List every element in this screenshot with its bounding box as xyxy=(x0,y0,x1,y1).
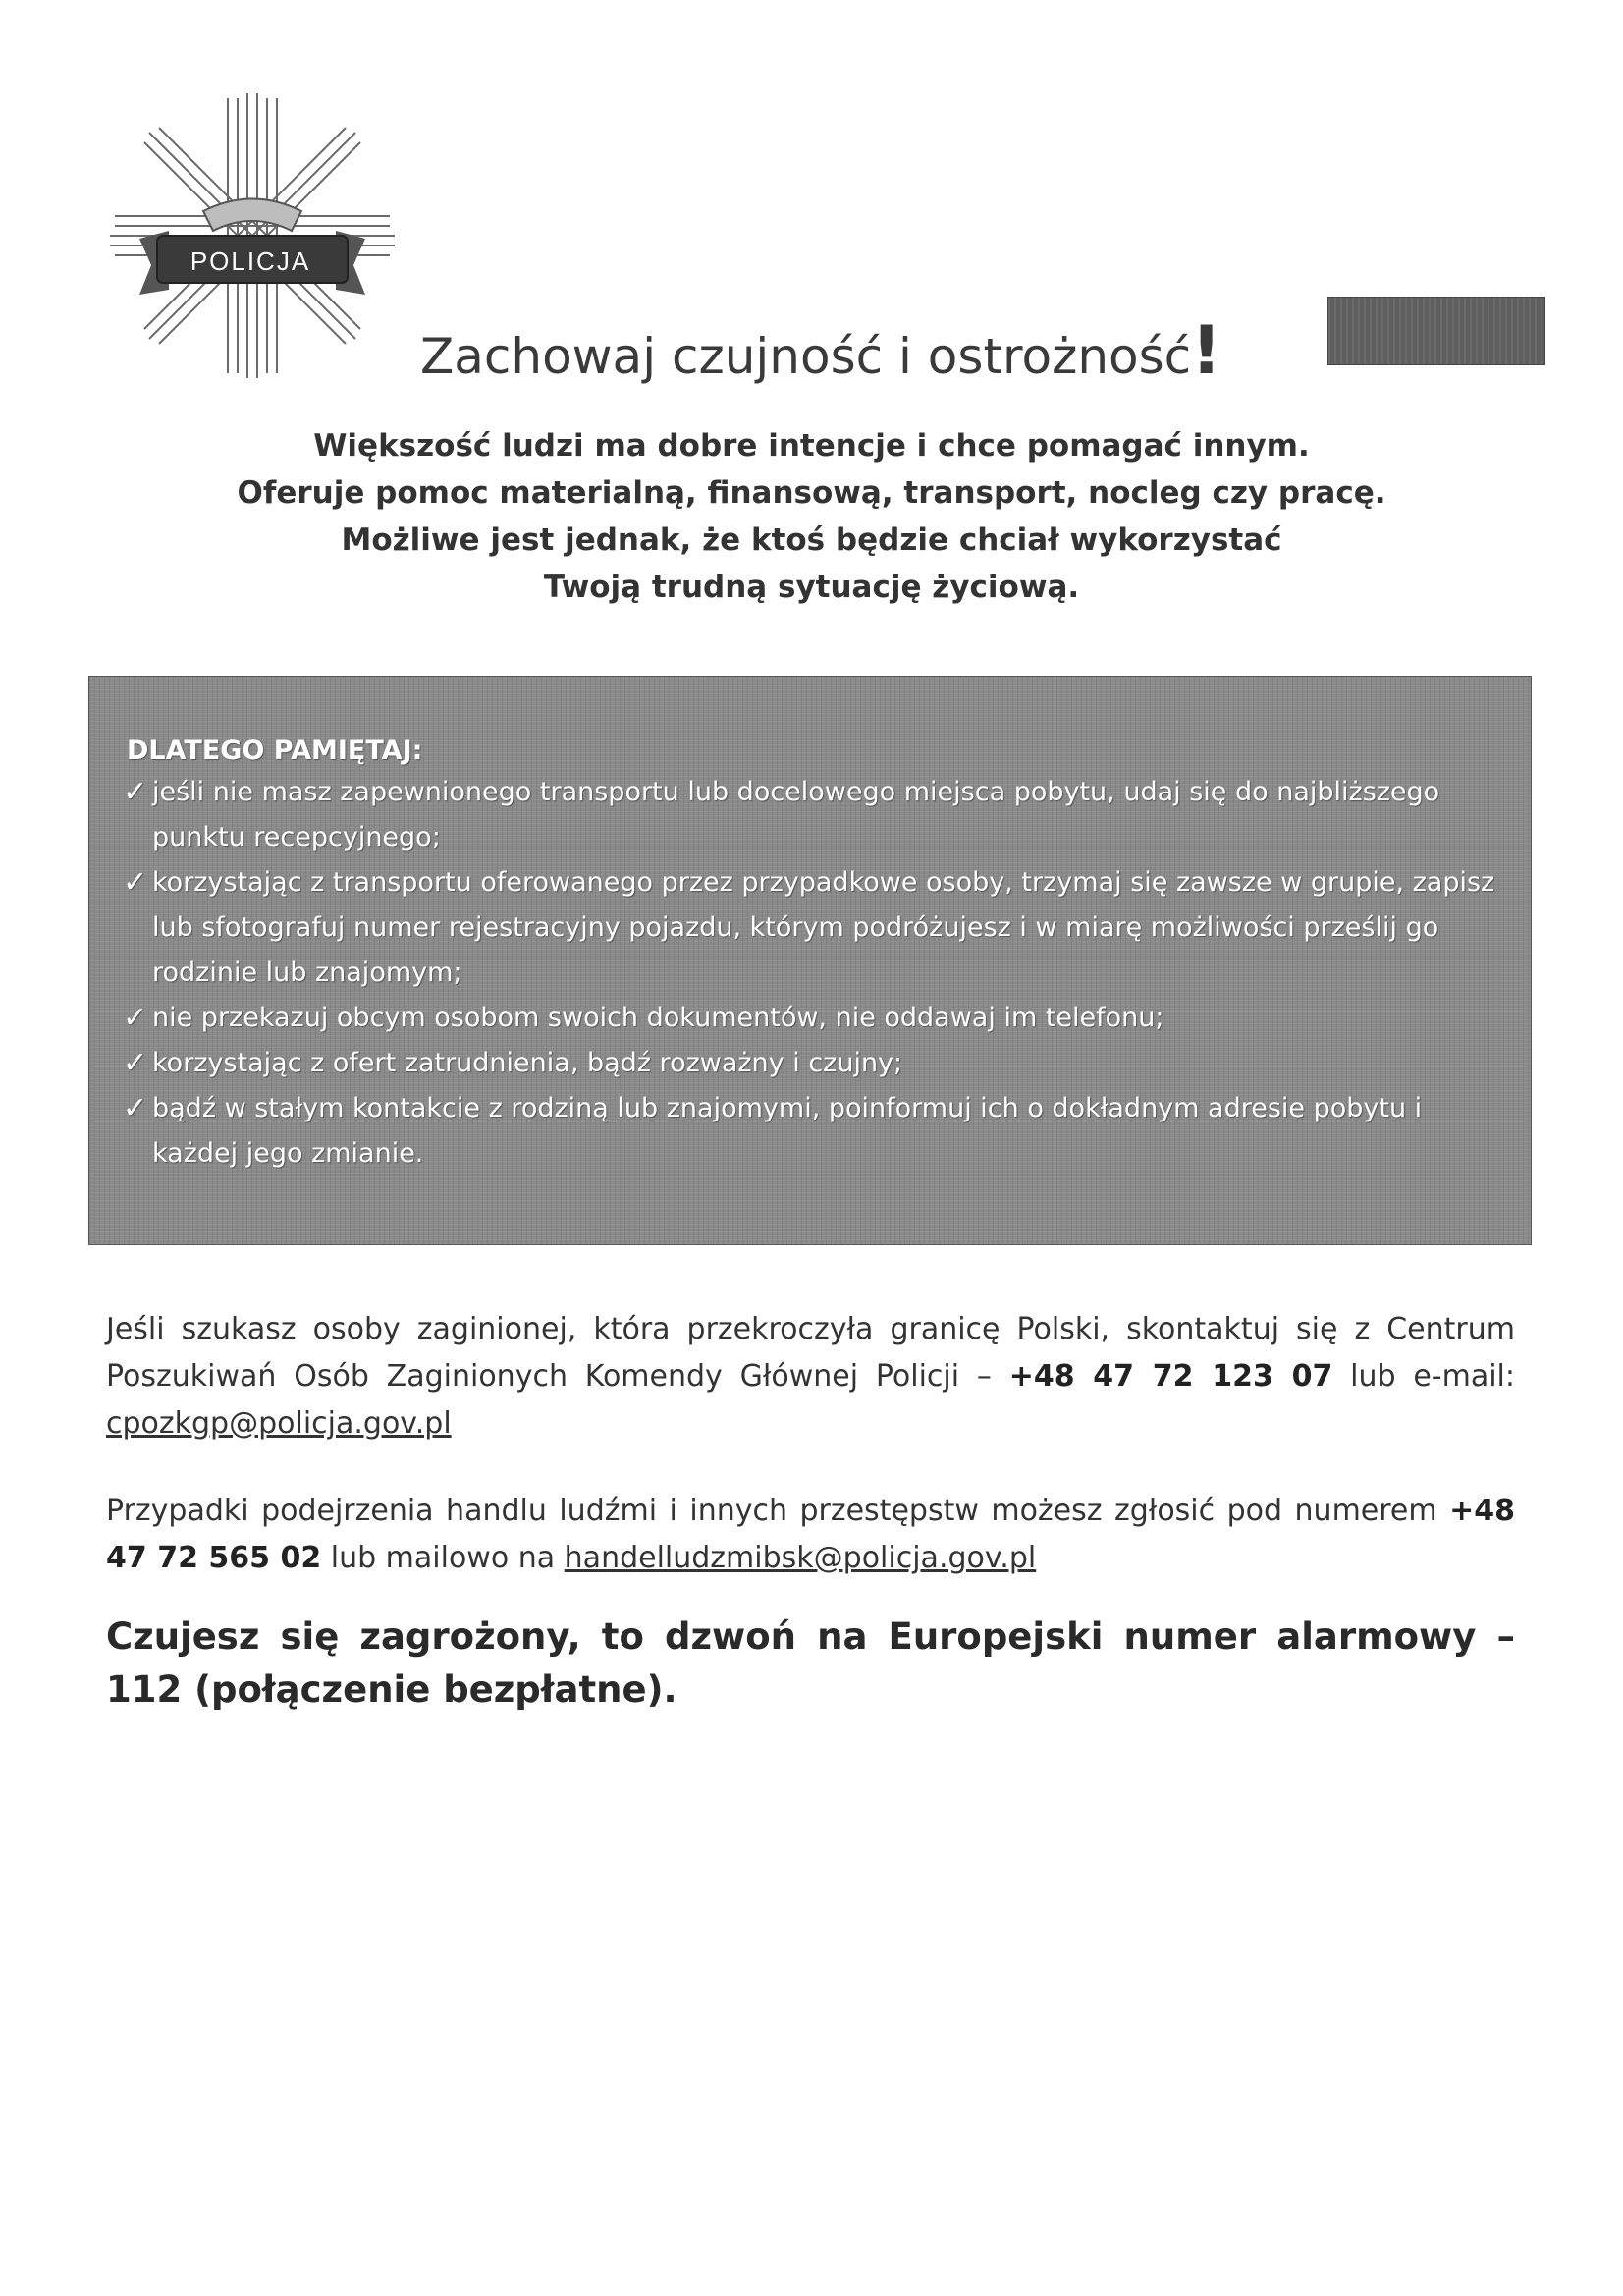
page-title xyxy=(420,312,1304,390)
intro-line: Możliwe jest jednak, że ktoś będzie chciał wykorzystać xyxy=(341,522,1282,558)
headline-exclamation: ! xyxy=(1191,312,1222,390)
missing-persons-paragraph xyxy=(106,1306,1515,1448)
remember-panel xyxy=(88,676,1532,1245)
list-item xyxy=(109,996,1507,1041)
list-item xyxy=(109,1041,1507,1086)
missing-persons-text-middle: lub e-mail: xyxy=(1332,1359,1516,1394)
trafficking-phone[interactable]: +48 47 72 565 02 xyxy=(106,1494,1515,1575)
intro-line: Twoją trudną sytuację życiową. xyxy=(543,570,1080,605)
intro-line: Oferuje pomoc materialną, finansową, transport, nocleg czy pracę. xyxy=(237,475,1386,511)
police-star-logo xyxy=(110,93,395,378)
logo-label: POLICJA xyxy=(189,246,311,276)
headline-text: Zachowaj czujność i ostrożność xyxy=(420,328,1192,385)
advice-text: bądź w stałym kontakcie z rodziną lub znajomymi, poinformuj ich o dokładnym adresie pobytu i każdej jego zmianie. xyxy=(152,1093,1423,1169)
checkmark-icon: ✓ xyxy=(123,1046,148,1080)
advice-text: korzystając z transportu oferowanego przez przypadkowe osoby, trzymaj się zawsze w grupie, zapisz lub sfotografuj numer rejestracyjny pojazdu, którym podróżujesz i w miarę możliwości prześlij go rodzinie lub znajomym; xyxy=(152,867,1495,988)
advice-text: korzystając z ofert zatrudnienia, bądź rozważny i czujny; xyxy=(152,1048,903,1078)
missing-persons-email-link[interactable]: cpozkgp@policja.gov.pl xyxy=(106,1406,452,1441)
checkmark-icon: ✓ xyxy=(123,775,148,809)
checkmark-icon: ✓ xyxy=(123,1001,148,1035)
trafficking-email-link[interactable]: handelludzmibsk@policja.gov.pl xyxy=(564,1541,1037,1575)
missing-persons-text: Jeśli szukasz osoby zaginionej, która przekroczyła granicę Polski, skontaktuj się z Centrum Poszukiwań Osób Zaginionych Komendy Głównej Policji – xyxy=(106,1312,1515,1394)
checkmark-icon: ✓ xyxy=(123,865,148,900)
advice-text: nie przekazuj obcym osobom swoich dokumentów, nie oddawaj im telefonu; xyxy=(152,1003,1164,1033)
list-item xyxy=(109,860,1507,996)
header-decorative-bar xyxy=(1327,297,1545,365)
trafficking-text-middle: lub mailowo na xyxy=(321,1541,565,1575)
trafficking-paragraph xyxy=(106,1488,1515,1582)
list-item xyxy=(109,1086,1507,1176)
missing-persons-phone[interactable]: +48 47 72 123 07 xyxy=(1008,1359,1333,1394)
intro-text xyxy=(196,422,1427,611)
panel-title: DLATEGO PAMIĘTAJ: xyxy=(127,736,423,766)
list-item xyxy=(109,770,1507,860)
emergency-notice: Czujesz się zagrożony, to dzwoń na Europejski numer alarmowy – 112 (połączenie bezpłatne). xyxy=(106,1615,1515,1711)
trafficking-text: Przypadki podejrzenia handlu ludźmi i innych przestępstw możesz zgłosić pod numerem xyxy=(106,1494,1450,1528)
intro-line: Większość ludzi ma dobre intencje i chce pomagać innym. xyxy=(313,428,1310,464)
advice-text: jeśli nie masz zapewnionego transportu lub docelowego miejsca pobytu, udaj się do najbliższego punktu recepcyjnego; xyxy=(152,777,1440,852)
checkmark-icon: ✓ xyxy=(123,1091,148,1125)
advice-list xyxy=(109,770,1507,1176)
